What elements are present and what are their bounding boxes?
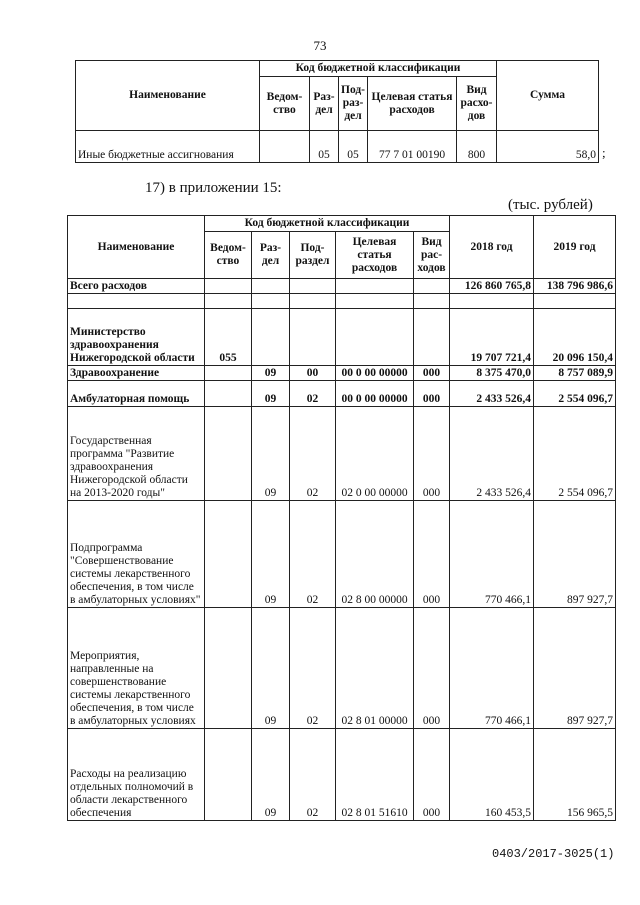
row-name: Здравоохранение (68, 366, 205, 381)
row-target-article: 02 8 01 00000 (336, 608, 414, 729)
row-value-2018: 2 433 526,4 (450, 407, 534, 501)
row-name (68, 294, 205, 309)
row-vedomstvo (205, 381, 252, 407)
row-razdel: 05 (310, 131, 339, 163)
row-name: Расходы на реализацию отдельных полномочий в области лекарственного обеспечения (68, 729, 205, 821)
header-budget-code: Код бюджетной классификации (260, 61, 497, 77)
table-appendix-15 (67, 215, 616, 821)
row-name: Амбулаторная помощь (68, 381, 205, 407)
row-expense-type: 800 (457, 131, 497, 163)
table-row (68, 407, 616, 501)
row-podrazdel (290, 279, 336, 294)
row-value-2018: 160 453,5 (450, 729, 534, 821)
row-target-article: 02 8 01 51610 (336, 729, 414, 821)
row-podrazdel (290, 309, 336, 366)
table-row (68, 501, 616, 608)
row-value-2019: 20 096 150,4 (534, 309, 616, 366)
row-value-2018 (450, 294, 534, 309)
row-value-2018: 126 860 765,8 (450, 279, 534, 294)
row-vedomstvo: 055 (205, 309, 252, 366)
row-expense-type: 000 (414, 501, 450, 608)
row-expense-type (414, 309, 450, 366)
row-name: Всего расходов (68, 279, 205, 294)
row-name: Мероприятия, направленные на совершенствование системы лекарственного обеспечения, в том числе в амбулаторных условиях (68, 608, 205, 729)
row-name: Подпрограмма "Совершенствование системы лекарственного обеспечения, в том числе в амбулаторных условиях" (68, 501, 205, 608)
row-razdel (252, 279, 290, 294)
amendment-intro: 17) в приложении 15: (145, 180, 282, 196)
row-vedomstvo (205, 501, 252, 608)
row-expense-type: 000 (414, 407, 450, 501)
table-row (68, 309, 616, 366)
header-expense-type: Вид расхо-дов (457, 77, 497, 131)
row-target-article (336, 294, 414, 309)
header-target-article: Целевая статья расходов (336, 232, 414, 279)
row-vedomstvo (205, 407, 252, 501)
row-target-article: 00 0 00 00000 (336, 366, 414, 381)
row-vedomstvo (205, 366, 252, 381)
row-target-article: 02 8 00 00000 (336, 501, 414, 608)
row-value-2019: 897 927,7 (534, 608, 616, 729)
row-razdel: 09 (252, 381, 290, 407)
row-vedomstvo (205, 608, 252, 729)
header-target-article: Целевая статья расходов (368, 77, 457, 131)
header-expense-type: Вид рас-ходов (414, 232, 450, 279)
row-razdel: 09 (252, 608, 290, 729)
table-row (68, 608, 616, 729)
trailing-semicolon: ; (602, 145, 606, 160)
row-value-2019: 138 796 986,6 (534, 279, 616, 294)
row-target-article (336, 309, 414, 366)
row-podrazdel: 02 (290, 729, 336, 821)
row-expense-type: 000 (414, 381, 450, 407)
row-name: Министерство здравоохранения Нижегородской области (68, 309, 205, 366)
row-vedomstvo (205, 279, 252, 294)
units-label: (тыс. рублей) (508, 197, 593, 213)
row-target-article: 02 0 00 00000 (336, 407, 414, 501)
table-row (68, 366, 616, 381)
header-year-2018: 2018 год (450, 216, 534, 279)
row-razdel: 09 (252, 501, 290, 608)
row-expense-type: 000 (414, 608, 450, 729)
row-razdel: 09 (252, 366, 290, 381)
row-expense-type (414, 279, 450, 294)
row-value-2019: 2 554 096,7 (534, 407, 616, 501)
page-number: 73 (313, 38, 327, 53)
row-name: Иные бюджетные ассигнования (76, 131, 260, 163)
row-razdel (252, 309, 290, 366)
row-value-2018: 770 466,1 (450, 608, 534, 729)
row-razdel (252, 294, 290, 309)
header-vedomstvo: Ведом-ство (205, 232, 252, 279)
table-row (76, 131, 599, 163)
row-podrazdel: 02 (290, 381, 336, 407)
row-podrazdel: 02 (290, 407, 336, 501)
header-sum: Сумма (497, 61, 599, 131)
header-razdel: Раз-дел (252, 232, 290, 279)
table-row (68, 381, 616, 407)
header-razdel: Раз-дел (310, 77, 339, 131)
header-vedomstvo: Ведом-ство (260, 77, 310, 131)
row-value-2018: 2 433 526,4 (450, 381, 534, 407)
header-budget-code: Код бюджетной классификации (205, 216, 450, 232)
row-sum: 58,0 (497, 131, 599, 163)
header-name: Наименование (76, 61, 260, 131)
header-year-2019: 2019 год (534, 216, 616, 279)
table-row (68, 729, 616, 821)
row-expense-type: 000 (414, 729, 450, 821)
row-value-2018: 770 466,1 (450, 501, 534, 608)
table-row (68, 294, 616, 309)
row-target-article: 77 7 01 00190 (368, 131, 457, 163)
row-vedomstvo (205, 294, 252, 309)
row-value-2019 (534, 294, 616, 309)
row-expense-type (414, 294, 450, 309)
row-podrazdel: 02 (290, 608, 336, 729)
header-name: Наименование (68, 216, 205, 279)
row-value-2019: 8 757 089,9 (534, 366, 616, 381)
row-razdel: 09 (252, 729, 290, 821)
row-podrazdel: 05 (339, 131, 368, 163)
table-row (68, 279, 616, 294)
row-expense-type: 000 (414, 366, 450, 381)
row-vedomstvo (260, 131, 310, 163)
row-podrazdel: 00 (290, 366, 336, 381)
row-vedomstvo (205, 729, 252, 821)
header-podrazdel: Под-раздел (290, 232, 336, 279)
header-podrazdel: Под-раз-дел (339, 77, 368, 131)
row-podrazdel: 02 (290, 501, 336, 608)
row-target-article: 00 0 00 00000 (336, 381, 414, 407)
row-value-2019: 2 554 096,7 (534, 381, 616, 407)
row-value-2018: 8 375 470,0 (450, 366, 534, 381)
row-value-2018: 19 707 721,4 (450, 309, 534, 366)
row-value-2019: 897 927,7 (534, 501, 616, 608)
document-code: 0403/2017-3025(1) (492, 847, 615, 861)
row-target-article (336, 279, 414, 294)
row-podrazdel (290, 294, 336, 309)
row-name: Государственная программа "Развитие здравоохранения Нижегородской области на 2013-2020 годы" (68, 407, 205, 501)
row-value-2019: 156 965,5 (534, 729, 616, 821)
table-previous-appendix (75, 60, 599, 163)
row-razdel: 09 (252, 407, 290, 501)
